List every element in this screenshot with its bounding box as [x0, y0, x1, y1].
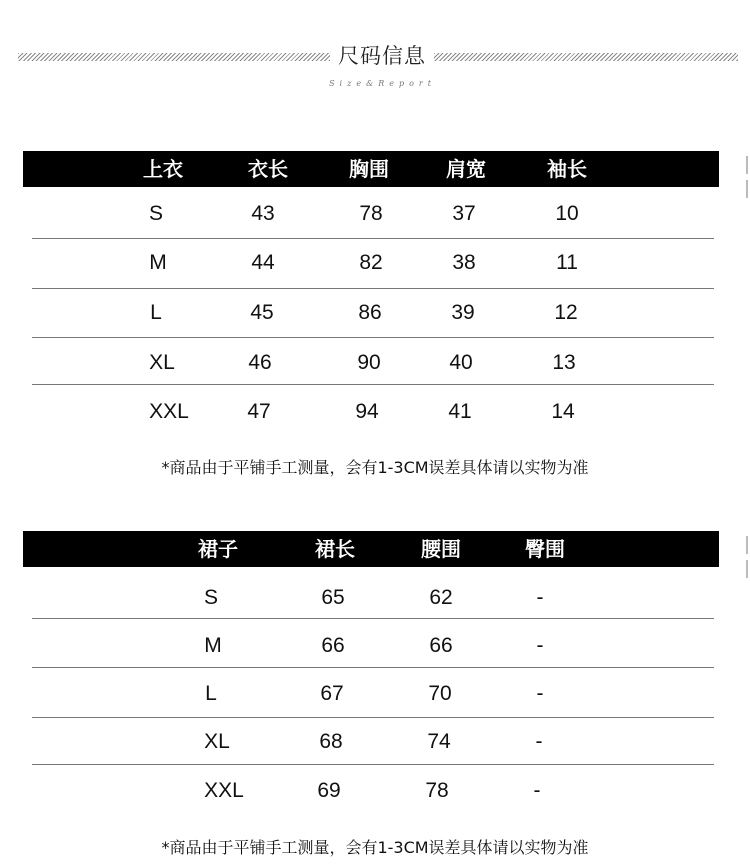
top-col-header: 衣长 [248, 157, 288, 181]
table-cell: 14 [551, 400, 575, 423]
measurement-note: *商品由于平铺手工测量，会有1-3CM误差具体请以实物为准 [161, 838, 589, 857]
table-cell: 62 [429, 586, 453, 609]
table-cell: 41 [448, 400, 472, 423]
table-cell: - [536, 634, 544, 657]
table-cell: 70 [428, 682, 452, 705]
table-cell: - [535, 730, 543, 753]
header-rule-right [434, 53, 738, 61]
table-cell: - [536, 682, 544, 705]
table-cell: XXL [204, 779, 244, 802]
top-table-header [23, 151, 719, 187]
table-cell: 12 [554, 301, 578, 324]
edge-mark [746, 156, 748, 174]
table-cell: 37 [452, 202, 476, 225]
table-cell: 69 [317, 779, 341, 802]
table-cell: 66 [429, 634, 453, 657]
edge-mark [746, 560, 748, 578]
measurement-note: *商品由于平铺手工测量，会有1-3CM误差具体请以实物为准 [161, 458, 589, 477]
row-divider [32, 288, 714, 289]
table-cell: S [148, 202, 163, 225]
table-cell: 68 [319, 730, 343, 753]
table-cell: 65 [321, 586, 345, 609]
top-col-header: 胸围 [349, 157, 389, 181]
skirt-col-header: 裙长 [315, 537, 355, 561]
edge-mark [746, 536, 748, 554]
row-divider [32, 618, 714, 619]
section-subtitle: Size&Report [329, 79, 436, 88]
section-title: 尺码信息 [338, 44, 426, 68]
table-cell: 39 [451, 301, 475, 324]
table-cell: - [536, 586, 544, 609]
row-divider [32, 764, 714, 765]
skirt-col-header: 裙子 [198, 537, 238, 561]
table-cell: 82 [359, 251, 383, 274]
table-cell: S [203, 586, 218, 609]
table-cell: 74 [427, 730, 451, 753]
top-col-header: 袖长 [547, 157, 587, 181]
table-cell: L [205, 682, 217, 705]
row-divider [32, 238, 714, 239]
table-cell: 67 [320, 682, 344, 705]
row-divider [32, 384, 714, 385]
header-rule-left [18, 53, 330, 61]
table-cell: 78 [425, 779, 449, 802]
table-cell: 40 [449, 351, 473, 374]
table-cell: 86 [358, 301, 382, 324]
table-cell: 66 [321, 634, 345, 657]
top-col-header: 上衣 [143, 157, 183, 181]
table-cell: 43 [251, 202, 275, 225]
table-cell: XL [149, 351, 175, 374]
table-cell: 44 [251, 251, 275, 274]
table-cell: 38 [452, 251, 476, 274]
table-cell: 13 [552, 351, 576, 374]
table-cell: 46 [248, 351, 272, 374]
skirt-table-header [23, 531, 719, 567]
skirt-col-header: 臀围 [525, 537, 565, 561]
top-col-header: 肩宽 [446, 157, 486, 181]
table-cell: 94 [355, 400, 379, 423]
table-cell: L [150, 301, 162, 324]
table-cell: 10 [555, 202, 579, 225]
table-cell: XL [204, 730, 230, 753]
skirt-col-header: 腰围 [421, 537, 461, 561]
row-divider [32, 667, 714, 668]
table-cell: 45 [250, 301, 274, 324]
table-cell: - [533, 779, 541, 802]
table-cell: 47 [247, 400, 271, 423]
edge-mark [746, 180, 748, 198]
table-cell: 78 [359, 202, 383, 225]
table-cell: XXL [149, 400, 189, 423]
row-divider [32, 337, 714, 338]
table-cell: M [149, 251, 167, 274]
table-cell: 90 [357, 351, 381, 374]
table-cell: M [204, 634, 222, 657]
row-divider [32, 717, 714, 718]
table-cell: 11 [556, 251, 578, 274]
